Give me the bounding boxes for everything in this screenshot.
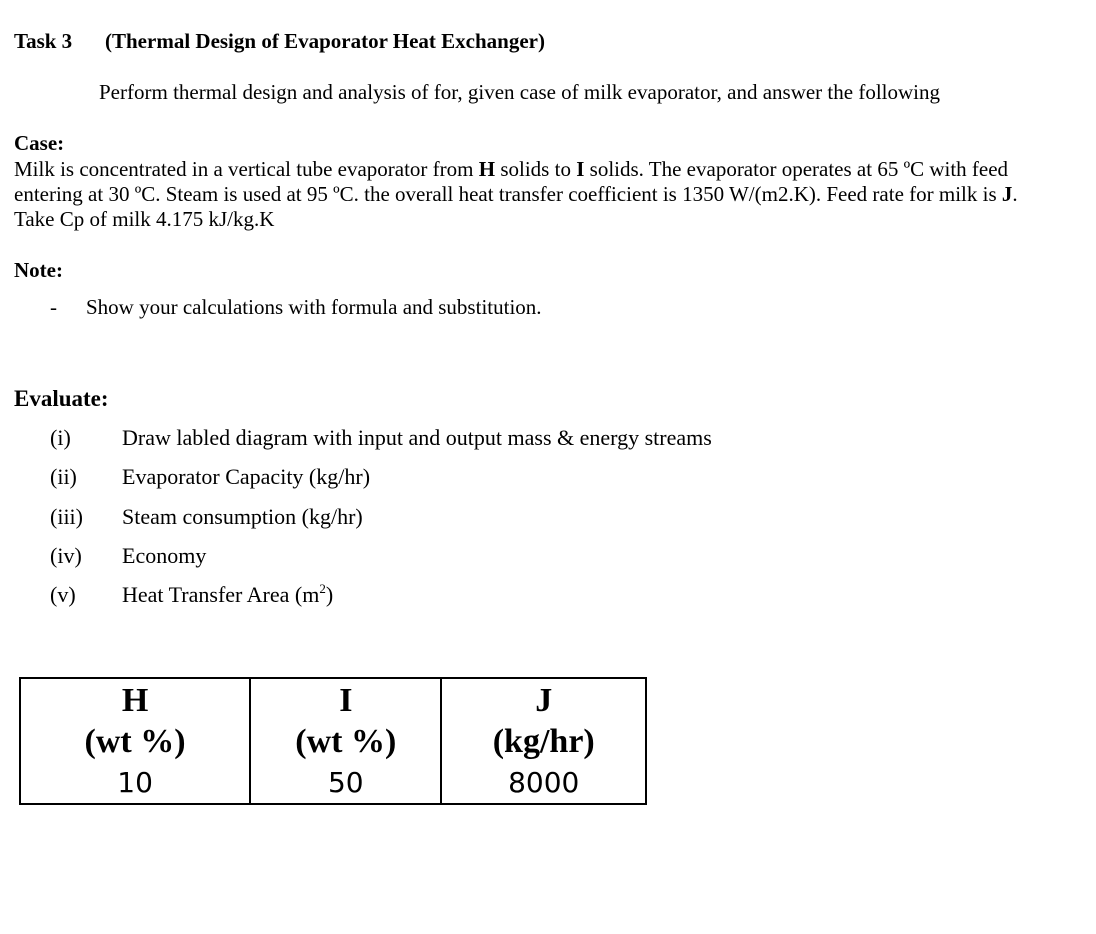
evaluate-item [50,464,370,490]
item-text: Steam consumption (kg/hr) [122,504,363,529]
item-text: Draw labled diagram with input and output mass & energy streams [122,425,712,450]
variable-h: H [478,157,496,181]
evaluate-item [50,543,206,569]
table-row [20,678,646,804]
column-header-unit: (kg/hr) [492,723,595,760]
evaluate-item [50,425,712,451]
table-cell-j [441,678,646,804]
variable-i: I [576,157,585,181]
evaluate-item [50,504,363,530]
cell-value: 10 [117,766,153,799]
case-text-segment: Milk is concentrated in a vertical tube evaporator from [14,157,479,181]
task-heading [14,29,545,54]
column-header-letter: H [121,682,149,719]
item-number: (v) [50,582,76,607]
case-text-segment: solids to [495,157,577,181]
superscript: 2 [319,581,326,596]
bullet-dash: - [50,295,57,319]
table-cell-i [250,678,441,804]
task-title: (Thermal Design of Evaporator Heat Exchanger) [105,29,545,53]
intro-text: Perform thermal design and analysis of for, given case of milk evaporator, and answer the following [99,80,940,104]
evaluate-item [50,582,333,608]
evaluate-heading: Evaluate: [14,386,109,411]
case-line-2 [14,182,1090,207]
item-text: Heat Transfer Area (m [122,582,320,607]
column-header-unit: (wt %) [84,723,186,760]
item-text: Evaporator Capacity (kg/hr) [122,464,371,489]
column-header-letter: I [339,682,353,719]
case-text-segment: . [1012,182,1018,206]
case-line-3: Take Cp of milk 4.175 kJ/kg.K [14,207,275,231]
column-header-unit: (wt %) [295,723,397,760]
item-number: (iii) [50,504,83,529]
variable-j: J [1001,182,1013,206]
item-text: Economy [122,543,207,568]
column-header-letter: J [535,682,553,719]
case-text-segment: entering at 30 ºC. Steam is used at 95 ºC. the overall heat transfer coefficient is 1350 W/(m2.K). Feed rate for milk is [14,182,1002,206]
case-heading: Case: [14,131,65,155]
data-table [19,677,647,805]
note-heading: Note: [14,258,63,282]
cell-value: 8000 [508,766,580,799]
case-text-segment: solids. The evaporator operates at 65 ºC with feed [584,157,1009,181]
case-line-1 [14,157,1090,182]
item-text-suffix: ) [325,582,334,607]
item-number: (ii) [50,464,77,489]
item-number: (iv) [50,543,82,568]
case-text [14,157,1090,232]
note-item-text: Show your calculations with formula and substitution. [86,295,542,319]
cell-value: 50 [327,766,364,799]
task-label: Task 3 [14,29,73,53]
table-cell-h [20,678,250,804]
note-item [50,295,542,320]
item-number: (i) [50,425,71,450]
